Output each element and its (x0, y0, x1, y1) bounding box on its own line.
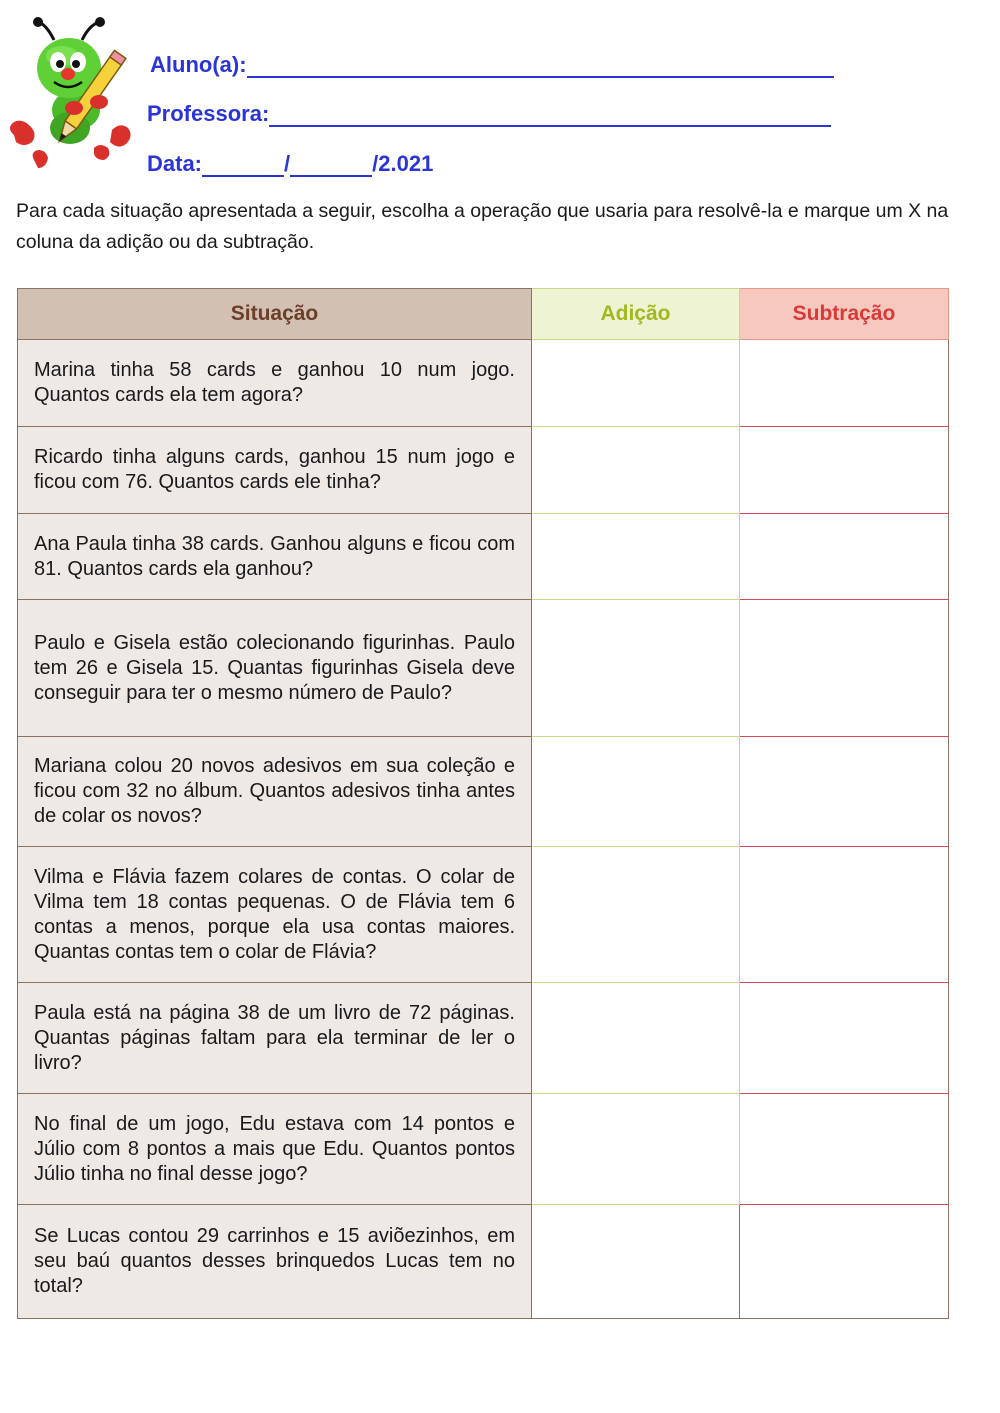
date-label: Data: (147, 151, 203, 176)
professora-label: Professora: (147, 101, 270, 126)
subtracao-cell[interactable] (740, 983, 949, 1094)
situation-text: Paulo e Gisela estão colecionando figurinhas. Paulo tem 26 e Gisela 15. Quantas figurinhas Gisela deve conseguir para ter o mesmo número de Paulo? (18, 600, 532, 737)
table-row (18, 600, 949, 737)
subtracao-cell[interactable] (740, 1205, 949, 1319)
instructions-text: Para cada situação apresentada a seguir, escolha a operação que usaria para resolvê-la e marque um X na coluna da adição ou da subtração. (16, 200, 949, 253)
subtracao-cell[interactable] (740, 340, 949, 427)
situation-text: Ana Paula tinha 38 cards. Ganhou alguns e ficou com 81. Quantos cards ela ganhou? (18, 514, 532, 600)
table-row (18, 427, 949, 514)
subtracao-cell[interactable] (740, 737, 949, 847)
subtracao-cell[interactable] (740, 600, 949, 737)
subtracao-cell[interactable] (740, 847, 949, 983)
table-header-row (18, 289, 949, 340)
situation-text: Vilma e Flávia fazem colares de contas. O colar de Vilma tem 18 contas pequenas. O de Flávia tem 6 contas a menos, porque ela usa contas maiores. Quantas contas tem o colar de Flávia? (18, 847, 532, 983)
table-row (18, 1094, 949, 1205)
caterpillar-pencil-mascot (4, 10, 139, 175)
subtracao-cell[interactable] (740, 514, 949, 600)
operations-table (17, 288, 949, 1319)
subtracao-cell[interactable] (740, 1094, 949, 1205)
adicao-cell[interactable] (532, 1205, 740, 1319)
header-situacao: Situação (18, 289, 532, 340)
adicao-cell[interactable] (532, 340, 740, 427)
situation-text: No final de um jogo, Edu estava com 14 pontos e Júlio com 8 pontos a mais que Edu. Quantos pontos Júlio tinha no final desse jogo? (18, 1094, 532, 1205)
date-day-line[interactable] (202, 155, 284, 177)
adicao-cell[interactable] (532, 847, 740, 983)
situation-text: Se Lucas contou 29 carrinhos e 15 aviõezinhos, em seu baú quantos desses brinquedos Lucas tem no total? (18, 1205, 532, 1319)
adicao-cell[interactable] (532, 427, 740, 514)
professora-field[interactable] (147, 101, 831, 127)
date-separator: / (284, 151, 291, 176)
table-row (18, 847, 949, 983)
situation-text: Paula está na página 38 de um livro de 72 páginas. Quantas páginas faltam para ela terminar de ler o livro? (18, 983, 532, 1094)
situation-text: Marina tinha 58 cards e ganhou 10 num jogo. Quantos cards ela tem agora? (18, 340, 532, 427)
situation-text: Ricardo tinha alguns cards, ganhou 15 num jogo e ficou com 76. Quantos cards ele tinha? (18, 427, 532, 514)
table-row (18, 737, 949, 847)
aluno-line[interactable] (247, 56, 834, 78)
aluno-label: Aluno(a): (150, 52, 247, 77)
header-subtracao: Subtração (740, 289, 949, 340)
subtracao-cell[interactable] (740, 427, 949, 514)
professora-line[interactable] (269, 105, 831, 127)
header-adicao: Adição (532, 289, 740, 340)
table-row (18, 1205, 949, 1319)
aluno-field[interactable] (150, 52, 834, 78)
date-field[interactable] (147, 151, 433, 177)
adicao-cell[interactable] (532, 514, 740, 600)
table-row (18, 514, 949, 600)
adicao-cell[interactable] (532, 600, 740, 737)
adicao-cell[interactable] (532, 983, 740, 1094)
situation-text: Mariana colou 20 novos adesivos em sua coleção e ficou com 32 no álbum. Quantos adesivos tinha antes de colar os novos? (18, 737, 532, 847)
table-row (18, 983, 949, 1094)
adicao-cell[interactable] (532, 737, 740, 847)
date-year: /2.021 (372, 151, 434, 176)
table-row (18, 340, 949, 427)
date-month-line[interactable] (290, 155, 372, 177)
adicao-cell[interactable] (532, 1094, 740, 1205)
